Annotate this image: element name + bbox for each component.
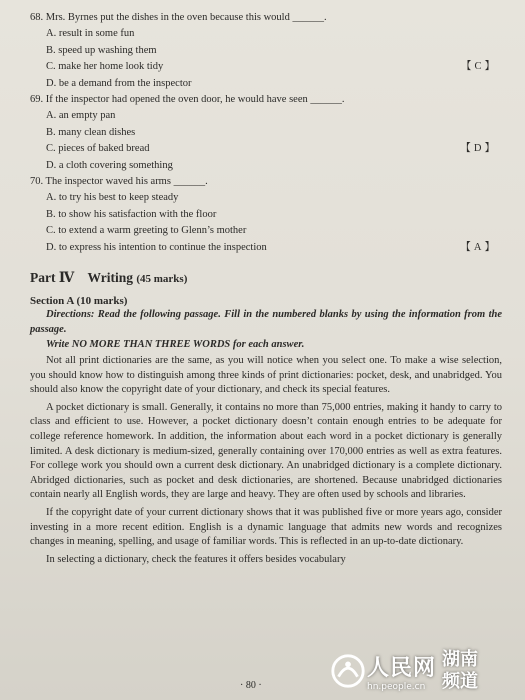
question-option	[46, 141, 502, 157]
option-text: A. an empty pan	[46, 110, 116, 122]
watermark-region-bottom: 频道	[442, 671, 479, 692]
section-heading: Section A (10 marks)	[30, 295, 128, 308]
passage-paragraph: In selecting a dictionary, check the features it offers besides vocabulary	[46, 553, 346, 565]
part-title: Writing	[87, 270, 133, 286]
question-option	[46, 158, 502, 174]
watermark-region	[442, 649, 478, 693]
page-number: · 80 ·	[240, 680, 262, 691]
watermark	[329, 646, 519, 696]
watermark-site: hn.people.cn	[367, 681, 426, 692]
watermark-text	[367, 651, 436, 692]
option-text: A. to try his best to keep steady	[46, 192, 179, 204]
section-directions: Directions: Read the following passage. Fill in the numbered blanks by using the information from the passage.	[30, 309, 502, 336]
watermark-brand: 人民网	[367, 655, 437, 681]
question-option	[46, 108, 502, 124]
question-option	[46, 125, 502, 141]
section-note: Write NO MORE THAN THREE WORDS for each answer.	[46, 339, 305, 351]
question-option	[46, 240, 502, 256]
option-text: D. be a demand from the inspector	[46, 77, 192, 89]
passage-paragraph: If the copyright date of your current dictionary shows that it was published five or more years ago, consider investing in a more recent edition. English is a dynamic language that admits new words and recognizes changes in meaning, spelling, and usage of familiar words. This is reflected in an up-to-date dictionary.	[30, 507, 502, 548]
page-content	[30, 10, 502, 570]
question-block	[30, 10, 502, 92]
question-option	[46, 59, 502, 75]
option-text: C. to extend a warm greeting to Glenn’s mother	[46, 225, 247, 237]
question-stem: 70. The inspector waved his arms ______.	[30, 176, 208, 188]
option-text: C. pieces of baked bread	[46, 143, 150, 155]
question-block	[30, 92, 502, 174]
question-option	[46, 26, 502, 42]
question-option	[46, 190, 502, 206]
part-label: Part Ⅳ	[30, 270, 75, 286]
question-option	[46, 43, 502, 59]
people-logo-icon	[329, 652, 367, 690]
option-text: B. to show his satisfaction with the floor	[46, 208, 217, 220]
answer-key: 【A】	[460, 241, 498, 253]
passage	[30, 354, 502, 567]
question-block	[30, 174, 502, 256]
question-list	[30, 10, 502, 256]
option-text: D. a cloth covering something	[46, 159, 173, 171]
option-text: B. speed up washing them	[46, 44, 157, 56]
answer-key: 【D】	[460, 143, 498, 155]
question-option	[46, 207, 502, 223]
question-option	[46, 76, 502, 92]
option-text: D. to express his intention to continue the inspection	[46, 241, 267, 253]
passage-paragraph: Not all print dictionaries are the same, as you will notice when you select one. To make a wise selection, you should know how to distinguish among three kinds of print dictionaries: pocket, desk, and unabridged. You should also know the copyright date of your dictionary, and check its special features.	[30, 355, 502, 396]
question-option	[46, 223, 502, 239]
watermark-region-top: 湖南	[442, 649, 479, 670]
passage-paragraph: A pocket dictionary is small. Generally, it contains no more than 75,000 entries, making it handy to carry to class and efficient to use. However, a pocket dictionary doesn’t contain enough entries to be adequate for college reference homework. In addition, the information about each word in a pocket dictionary is generally limited. A desk dictionary is medium-sized, generally containing over 170,000 entries as well as extra features. For college work you should own a current desk dictionary. An unabridged dictionary is a complete dictionary. Abridged dictionaries, such as pocket and desk dictionaries, are shortened. Because unabridged dictionaries contain nearly all English words, they are large and heavy. They are often used by schools and libraries.	[30, 401, 502, 501]
option-text: B. many clean dishes	[46, 126, 136, 138]
part-heading	[30, 270, 502, 286]
question-stem: 69. If the inspector had opened the oven door, he would have seen ______.	[30, 94, 345, 106]
option-text: C. make her home look tidy	[46, 61, 164, 73]
answer-key: 【C】	[460, 61, 498, 73]
question-stem: 68. Mrs. Byrnes put the dishes in the oven because this would ______.	[30, 12, 327, 23]
option-text: A. result in some fun	[46, 28, 135, 40]
part-marks: (45 marks)	[136, 273, 188, 286]
